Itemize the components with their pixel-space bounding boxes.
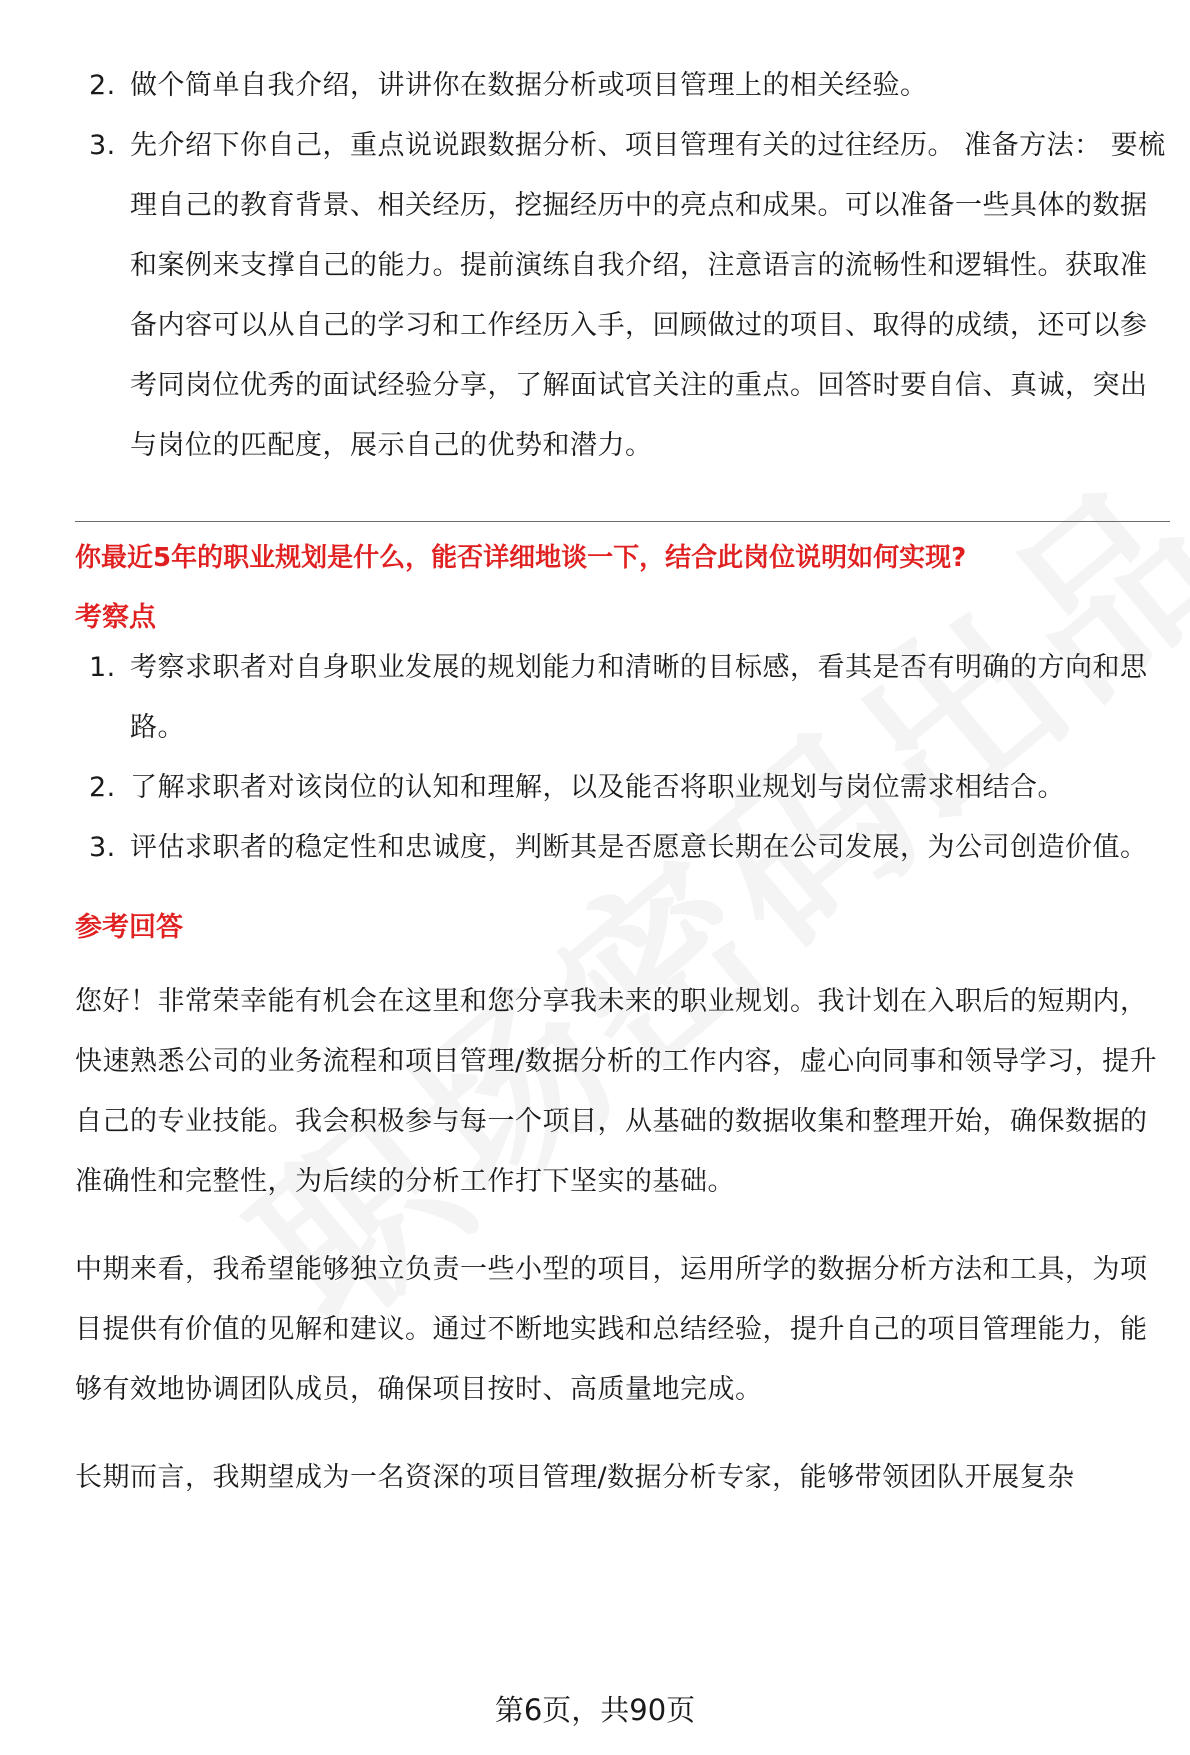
list-number: 3. xyxy=(89,832,116,863)
section-divider xyxy=(75,521,1170,522)
list-number: 2. xyxy=(89,70,116,101)
page-number: 第6页，共90页 xyxy=(494,1693,696,1727)
list-text: 做个简单自我介绍，讲讲你在数据分析或项目管理上的相关经验。 xyxy=(130,70,928,101)
list-item xyxy=(75,638,1170,758)
assessment-list xyxy=(75,638,1170,878)
list-item xyxy=(75,818,1170,878)
reference-answer xyxy=(75,972,1170,1508)
assessment-label: 考察点 xyxy=(75,602,156,633)
list-item xyxy=(75,56,1170,116)
list-item xyxy=(75,116,1170,476)
answer-paragraph: 您好！非常荣幸能有机会在这里和您分享我未来的职业规划。我计划在入职后的短期内，快速熟悉公司的业务流程和项目管理/数据分析的工作内容，虚心向同事和领导学习，提升自己的专业技能。我会积极参与每一个项目，从基础的数据收集和整理开始，确保数据的准确性和完整性，为后续的分析工作打下坚实的基础。 xyxy=(75,986,1158,1197)
interview-question: 你最近5年的职业规划是什么，能否详细地谈一下，结合此岗位说明如何实现? xyxy=(75,543,967,573)
list-number: 1. xyxy=(89,652,116,683)
list-text: 考察求职者对自身职业发展的规划能力和清晰的目标感，看其是否有明确的方向和思路。 xyxy=(130,652,1148,743)
list-text: 先介绍下你自己，重点说说跟数据分析、项目管理有关的过往经历。 准备方法： 要梳理自己的教育背景、相关经历，挖掘经历中的亮点和成果。可以准备一些具体的数据和案例来支撑自己的能力。提前演练自我介绍，注意语言的流畅性和逻辑性。获取准备内容可以从自己的学习和工作经历入手，回顾做过的项目、取得的成绩，还可以参考同岗位优秀的面试经验分享，了解面试官关注的重点。回答时要自信、真诚，突出与岗位的匹配度，展示自己的优势和潜力。 xyxy=(130,130,1166,461)
list-number: 2. xyxy=(89,772,116,803)
list-text: 了解求职者对该岗位的认知和理解，以及能否将职业规划与岗位需求相结合。 xyxy=(130,772,1065,803)
page-content xyxy=(75,56,1170,1508)
list-number: 3. xyxy=(89,130,116,161)
answer-paragraph: 长期而言，我期望成为一名资深的项目管理/数据分析专家，能够带领团队开展复杂 xyxy=(75,1462,1075,1493)
list-item xyxy=(75,758,1170,818)
list-text: 评估求职者的稳定性和忠诚度，判断其是否愿意长期在公司发展，为公司创造价值。 xyxy=(130,832,1148,863)
answer-label: 参考回答 xyxy=(75,912,183,943)
previous-question-list xyxy=(75,56,1170,476)
answer-paragraph: 中期来看，我希望能够独立负责一些小型的项目，运用所学的数据分析方法和工具，为项目提供有价值的见解和建议。通过不断地实践和总结经验，提升自己的项目管理能力，能够有效地协调团队成员，确保项目按时、高质量地完成。 xyxy=(75,1254,1148,1405)
